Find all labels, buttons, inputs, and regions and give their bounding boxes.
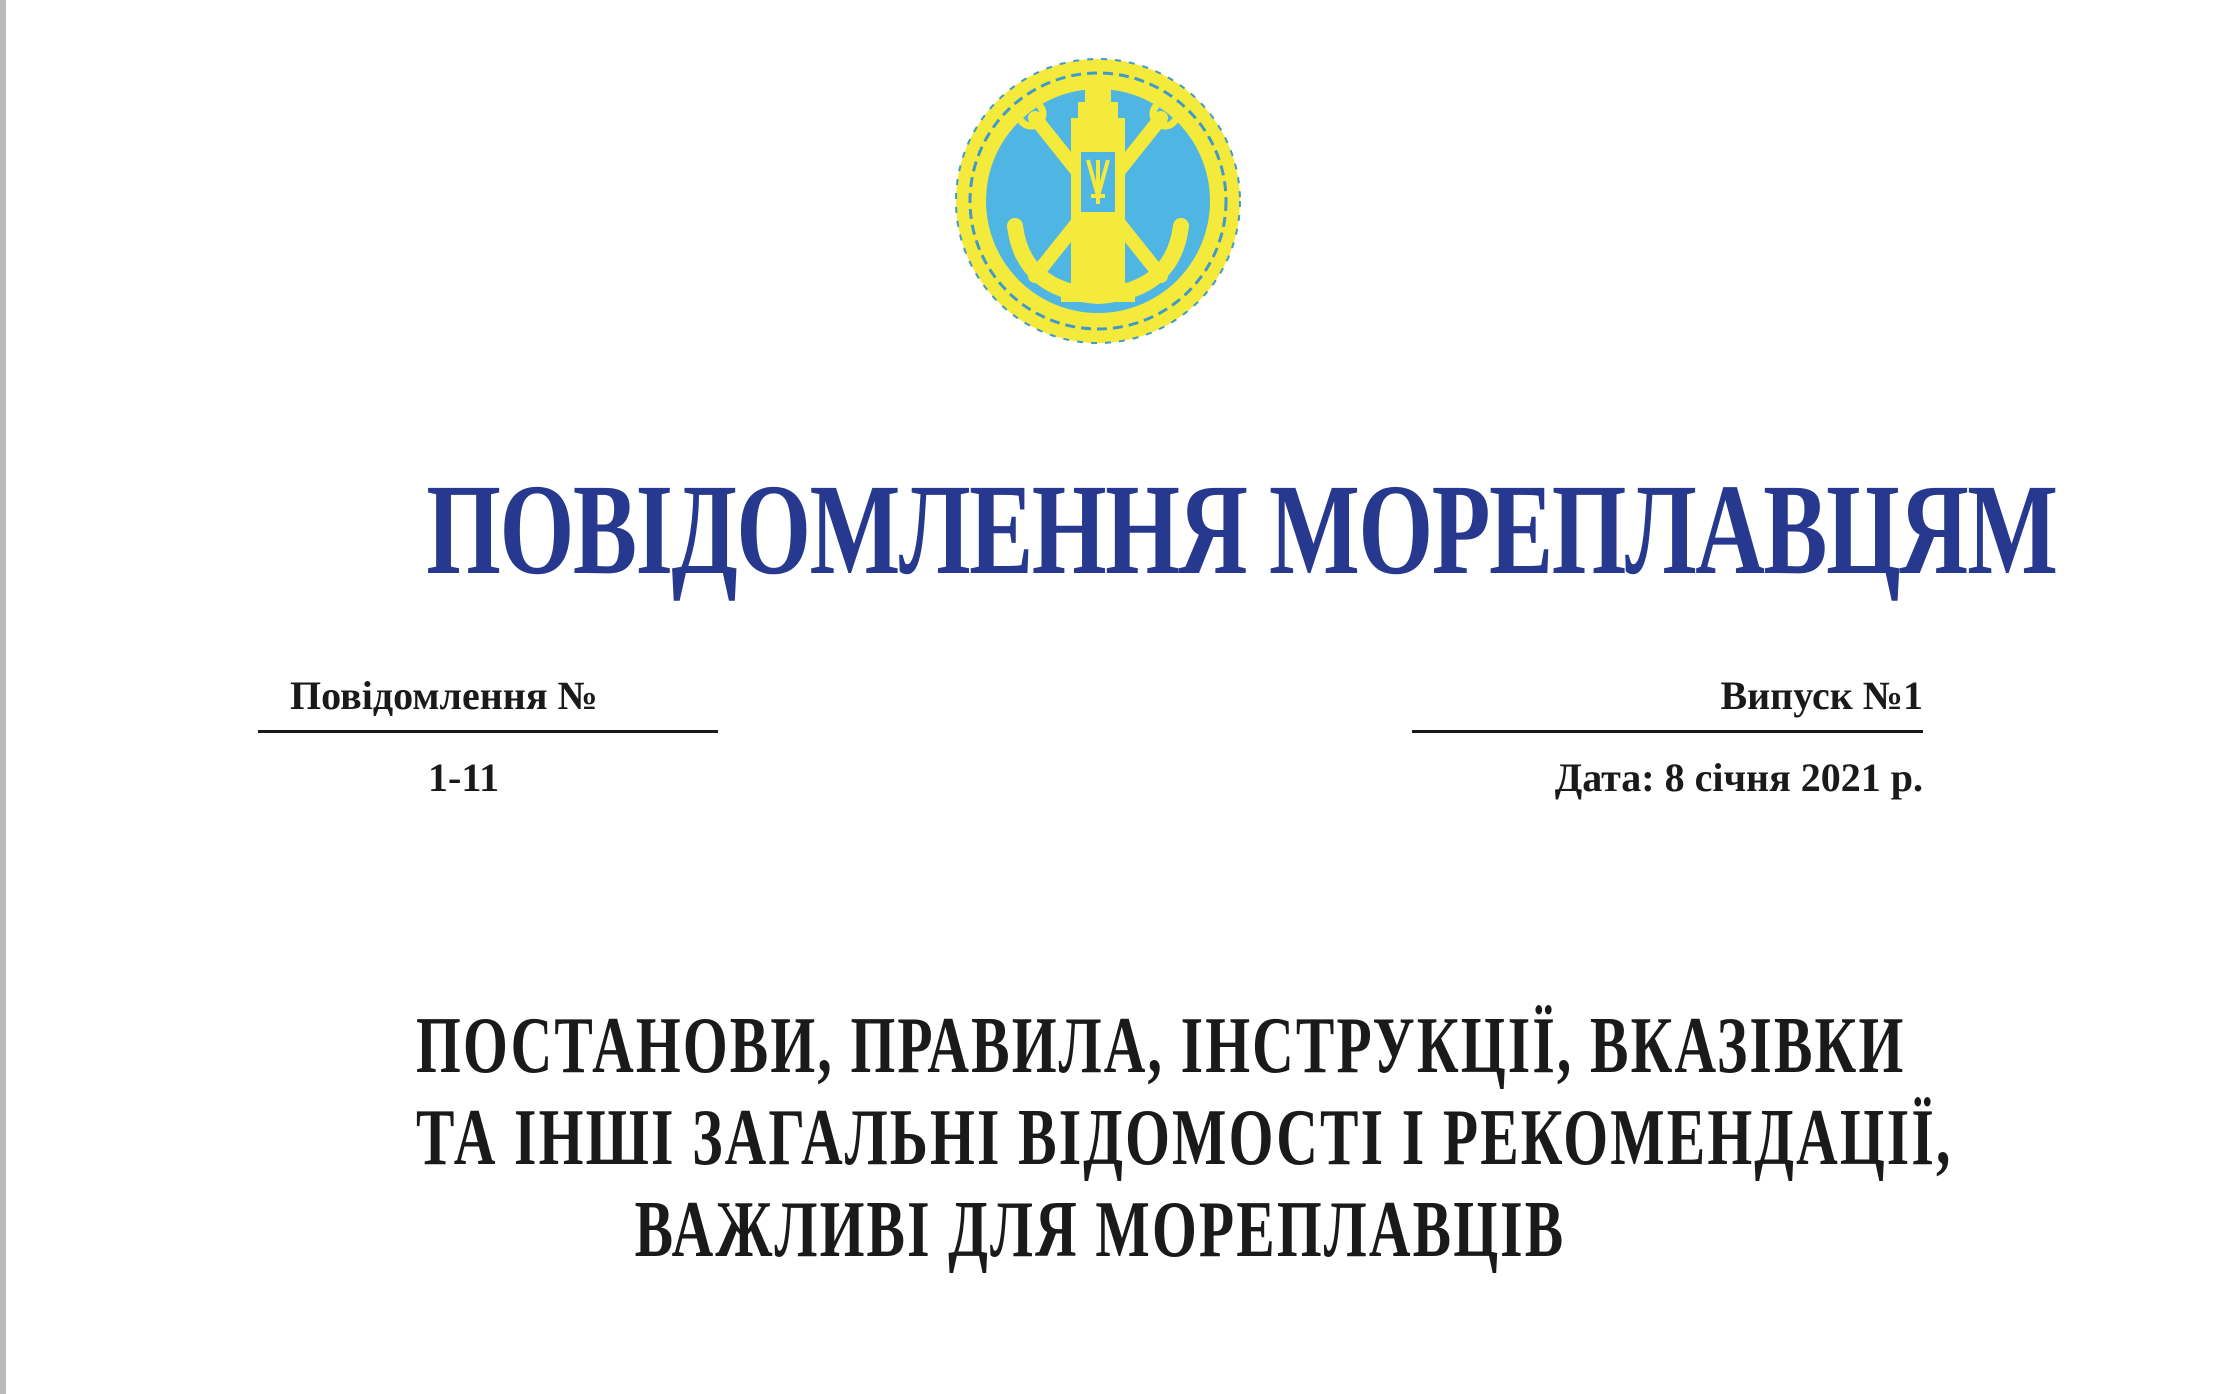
document-subtitle [416, 1000, 1953, 1276]
page-title: ПОВІДОМЛЕННЯ МОРЕПЛАВЦЯМ [426, 458, 2057, 602]
notice-number-label: Повідомлення № [290, 673, 598, 718]
page-edge [0, 0, 6, 1394]
subtitle-line-3: ВАЖЛИВІ ДЛЯ МОРЕПЛАВЦІВ [634, 1186, 1566, 1274]
subtitle-line-1: ПОСТАНОВИ, ПРАВИЛА, ІНСТРУКЦІЇ, ВКАЗІВКИ [416, 1002, 1906, 1090]
subtitle-line-2: ТА ІНШІ ЗАГАЛЬНІ ВІДОМОСТІ І РЕКОМЕНДАЦІЇ, [416, 1094, 1953, 1182]
issue-divider [1412, 730, 1923, 733]
issue-date: Дата: 8 січня 2021 р. [1554, 755, 1923, 800]
notice-divider [258, 730, 718, 733]
issue-number-label: Випуск №1 [1720, 673, 1923, 718]
maritime-emblem-icon [953, 56, 1243, 346]
notice-number-value: 1-11 [428, 755, 500, 800]
